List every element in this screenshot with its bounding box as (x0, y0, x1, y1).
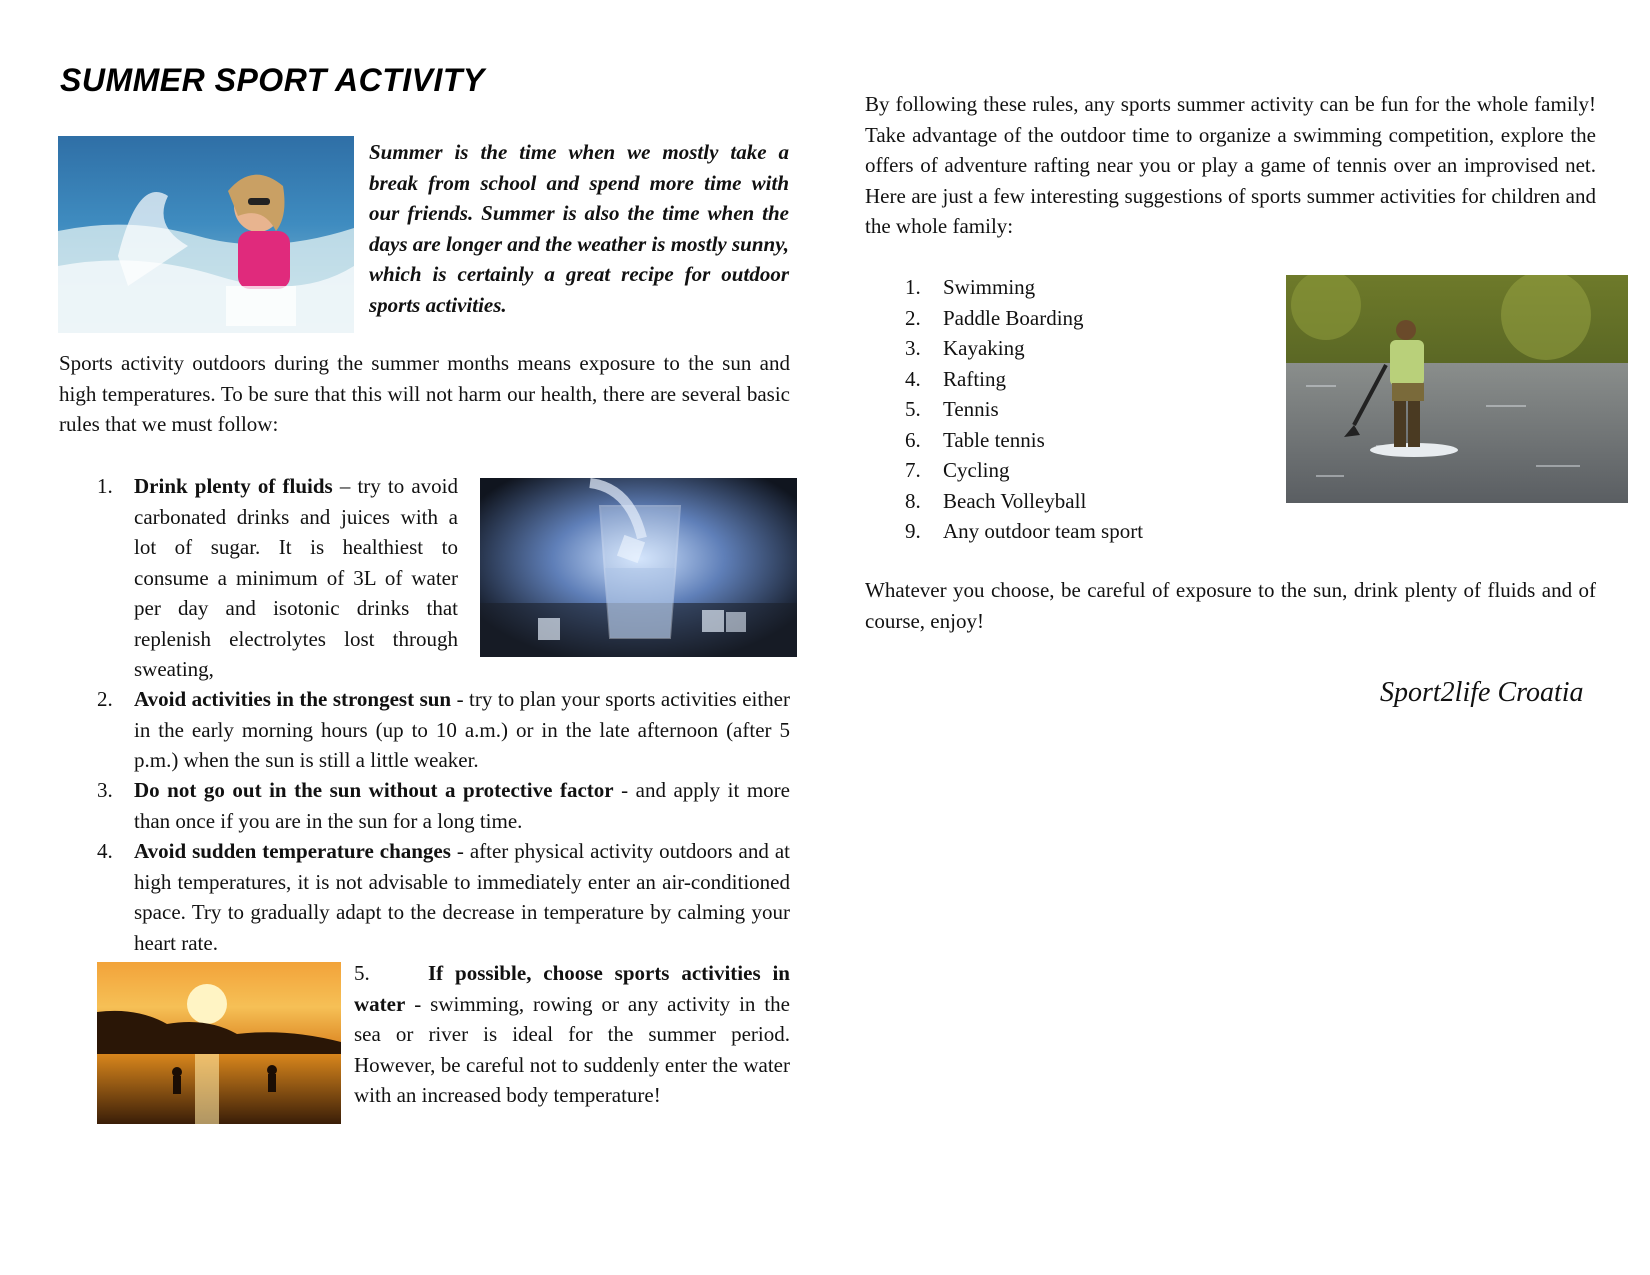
rule-text: - and apply it more than once if you are in the sun for a long time. (134, 778, 790, 833)
water-glass-image (480, 478, 797, 657)
activities-list (905, 272, 1143, 547)
girl-splashing-image (58, 136, 354, 333)
rule-text: - swimming, rowing or any activity in the sea or river is ideal for the summer period. However, be careful not to suddenly enter the water with an increased body temperature! (354, 991, 790, 1107)
rule-text: – try to avoid carbonated drinks and juices with a lot of sugar. It is healthiest to consume a minimum of 3L of water per day and isotonic drinks that replenish electrolytes lost through sweating, (134, 474, 458, 681)
rule-number: 3. (97, 778, 113, 802)
rule-item-water-activities (354, 958, 790, 1111)
rule-item-strongest-sun (134, 684, 790, 776)
list-item: 6. Table tennis (905, 427, 1045, 452)
paddle-boarder-image (1286, 275, 1628, 503)
sunset-swimmers-image (97, 962, 341, 1124)
rule-number: 1. (97, 474, 113, 498)
list-item: 7. Cycling (905, 458, 1010, 482)
rule-heading: If possible, choose sports activities in water (354, 961, 790, 1016)
intro-paragraph: Summer is the time when we mostly take a break from school and spend more time with our friends. Summer is also the time when the days are longer and the weather is mostly sunny, which is certainly a great recipe for outdoor sports activities. (369, 140, 789, 317)
rule-heading: Avoid activities in the strongest sun (134, 687, 452, 711)
rule-heading: Drink plenty of fluids (134, 474, 333, 498)
list-item: 8. Beach Volleyball (905, 488, 1087, 513)
page-title: SUMMER SPORT ACTIVITY (60, 62, 485, 98)
signature: Sport2life Croatia (1380, 677, 1584, 708)
list-item: 1. Swimming (905, 275, 1036, 299)
rule-text: - after physical activity outdoors and at high temperatures, it is not advisable to immediately enter an air-conditioned space. Try to gradually adapt to the decrease in temperature by calming your heart rate. (134, 839, 790, 955)
rule-number: 4. (97, 839, 113, 863)
list-item: 9. Any outdoor team sport (905, 519, 1144, 543)
rule-number: 2. (97, 687, 113, 711)
rule-heading: Avoid sudden temperature changes (134, 839, 451, 863)
list-item: 3. Kayaking (905, 336, 1025, 360)
rule-heading: Do not go out in the sun without a protective factor (134, 778, 614, 802)
rule-text: - try to plan your sports activities either in the early morning hours (up to 10 a.m.) or in the late afternoon (after 5 p.m.) when the sun is still a little weaker. (134, 687, 790, 772)
rule-number: 5. (354, 961, 370, 985)
list-item: 4. Rafting (905, 366, 1006, 391)
suggestions-intro-paragraph: By following these rules, any sports summer activity can be fun for the whole family! Take advantage of the outdoor time to organize a swimming competition, explore the offers of adventure rafting near you or play a game of tennis over an improvised net. Here are just a few interesting suggestions of sports summer activities for children and the whole family: (865, 92, 1596, 238)
rule-item-temperature-changes (134, 836, 790, 958)
list-item: 2. Paddle Boarding (905, 305, 1084, 330)
closing-paragraph: Whatever you choose, be careful of exposure to the sun, drink plenty of fluids and of course, enjoy! (865, 578, 1596, 633)
rules-intro-paragraph: Sports activity outdoors during the summer months means exposure to the sun and high temperatures. To be sure that this will not harm our health, there are several basic rules that we must follow: (59, 351, 790, 436)
list-item: 5. Tennis (905, 397, 999, 421)
rule-item-protective-factor (134, 775, 790, 836)
rule-item-fluids (134, 471, 458, 685)
